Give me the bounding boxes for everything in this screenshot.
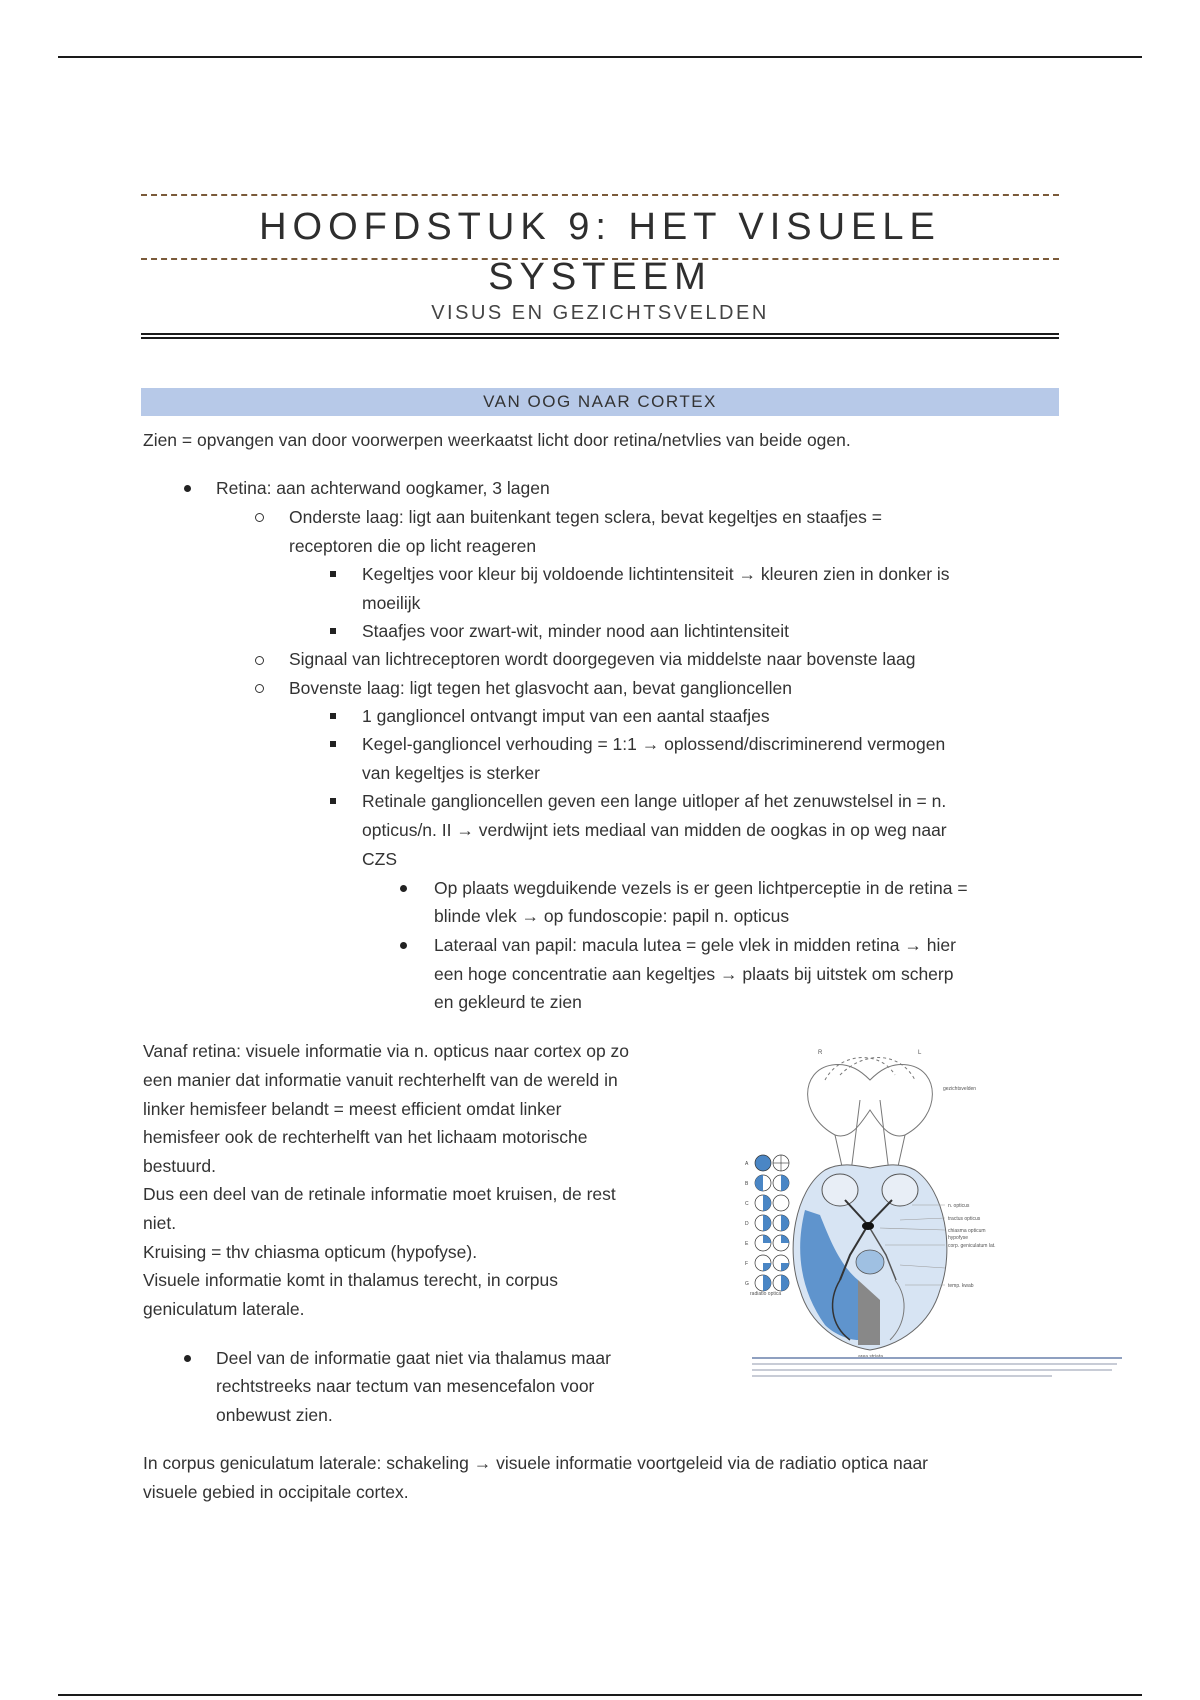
label-nerve: n. opticus: [948, 1203, 970, 1209]
list-item: Kegel-ganglioncel verhouding = 1:1 → oplossend/discriminerend vermogen: [362, 734, 946, 754]
bullet-square: [330, 713, 336, 719]
list-item-continuation: een hoge concentratie aan kegeltjes → plaats bij uitstek om scherp: [434, 964, 954, 984]
bullet-square: [330, 798, 336, 804]
list-item-continuation: en gekleurd te zien: [434, 992, 582, 1012]
paragraph-line: een manier dat informatie vanuit rechterhelft van de wereld in: [143, 1070, 618, 1090]
list-item: Op plaats wegduikende vezels is er geen lichtperceptie in de retina =: [434, 878, 968, 898]
legend-letter-e: E: [745, 1241, 749, 1247]
paragraph-line: Vanaf retina: visuele informatie via n. opticus naar cortex op zo: [143, 1041, 630, 1061]
paragraph-line: hemisfeer ook de rechterhelft van het lichaam motorische: [143, 1127, 588, 1147]
label-chiasm: chiasma opticum: [948, 1228, 986, 1234]
dashed-rule-top: [141, 194, 1059, 196]
list-item: 1 ganglioncel ontvangt imput van een aantal staafjes: [362, 706, 770, 726]
label-tract: tractus opticus: [948, 1216, 981, 1222]
list-item: Deel van de informatie gaat niet via thalamus maar: [216, 1348, 611, 1368]
bullet-square: [330, 628, 336, 634]
intro-text: Zien = opvangen van door voorwerpen weerkaatst licht door retina/netvlies van beide ogen.: [143, 430, 851, 450]
list-item: Retinale ganglioncellen geven een lange uitloper af het zenuwstelsel in = n.: [362, 791, 947, 811]
paragraph-line: In corpus geniculatum laterale: schakeling → visuele informatie voortgeleid via de radiatio optica naar: [143, 1453, 929, 1473]
bullet-dot: [400, 942, 407, 949]
list-item: Kegeltjes voor kleur bij voldoende lichtintensiteit → kleuren zien in donker is: [362, 564, 950, 584]
paragraph-line: bestuurd.: [143, 1156, 216, 1176]
figure-caption: [752, 1357, 1122, 1381]
legend-letter-a: A: [745, 1161, 749, 1167]
bullet-dot: [184, 1355, 191, 1362]
list-item: Staafjes voor zwart-wit, minder nood aan lichtintensiteit: [362, 621, 790, 641]
bullet-circle: [255, 513, 264, 522]
field-defect-legend: [745, 1155, 789, 1291]
legend-letter-d: D: [745, 1221, 749, 1227]
legend-letter-b: B: [745, 1181, 749, 1187]
double-rule: [141, 333, 1059, 339]
list-item: Signaal van lichtreceptoren wordt doorgegeven via middelste naar bovenste laag: [289, 649, 916, 669]
list-item-continuation: receptoren die op licht reageren: [289, 536, 537, 556]
paragraph-line: Visuele informatie komt in thalamus terecht, in corpus: [143, 1270, 559, 1290]
bullet-square: [330, 741, 336, 747]
list-item: Onderste laag: ligt aan buitenkant tegen sclera, bevat kegeltjes en staafjes =: [289, 507, 882, 527]
legend-letter-c: C: [745, 1201, 749, 1207]
page-top-rule: [58, 56, 1142, 58]
label-rad: radiatio optica: [750, 1291, 782, 1297]
label-fields: gezichtsvelden: [943, 1086, 977, 1092]
list-item-continuation: CZS: [362, 849, 397, 869]
list-item: Lateraal van papil: macula lutea = gele vlek in midden retina → hier: [434, 935, 956, 955]
paragraph-line: Kruising = thv chiasma opticum (hypofyse).: [143, 1242, 478, 1262]
bullet-circle: [255, 656, 264, 665]
list-item: Bovenste laag: ligt tegen het glasvocht aan, bevat ganglioncellen: [289, 678, 792, 698]
paragraph-line: visuele gebied in occipitale cortex.: [143, 1482, 409, 1502]
list-item-continuation: onbewust zien.: [216, 1405, 333, 1425]
list-item-continuation: opticus/n. II → verdwijnt iets mediaal van midden de oogkas in op weg naar: [362, 820, 947, 840]
list-item-continuation: blinde vlek → op fundoscopie: papil n. opticus: [434, 906, 790, 926]
list-item-continuation: van kegeltjes is sterker: [362, 763, 540, 783]
figure-col-label-r: R: [818, 1050, 823, 1056]
label-hypophysis: hypofyse: [948, 1235, 969, 1241]
legend-letter-f: F: [745, 1261, 749, 1267]
brain-diagram: [793, 1165, 947, 1350]
legend-letter-g: G: [745, 1281, 749, 1287]
visual-pathway-figure: [740, 1040, 1130, 1390]
paragraph-line: niet.: [143, 1213, 177, 1233]
section-subtitle: VISUS EN GEZICHTSVELDEN: [431, 302, 769, 324]
list-item-continuation: rechtstreeks naar tectum van mesencefalon voor: [216, 1376, 595, 1396]
paragraph-line: Dus een deel van de retinale informatie moet kruisen, de rest: [143, 1184, 616, 1204]
dashed-rule-bottom: [141, 258, 1059, 260]
bullet-dot: [400, 885, 407, 892]
list-item: Retina: aan achterwand oogkamer, 3 lagen: [216, 478, 550, 498]
label-gen: corp. geniculatum lat.: [948, 1243, 996, 1249]
paragraph-line: geniculatum laterale.: [143, 1299, 305, 1319]
chapter-header: [141, 194, 1059, 298]
figure-col-label-l: L: [918, 1050, 922, 1056]
list-item-continuation: moeilijk: [362, 593, 421, 613]
bullet-circle: [255, 684, 264, 693]
section-heading: VAN OOG NAAR CORTEX: [141, 388, 1059, 416]
page-bottom-rule: [58, 1694, 1142, 1696]
visual-fields-diagram: [808, 1058, 933, 1180]
label-temp: temp. kwab: [948, 1283, 974, 1289]
chapter-title: HOOFDSTUK 9: HET VISUELE SYSTEEM: [259, 206, 941, 298]
paragraph-line: linker hemisfeer belandt = meest efficient omdat linker: [143, 1099, 562, 1119]
bullet-dot: [184, 485, 191, 492]
bullet-square: [330, 571, 336, 577]
